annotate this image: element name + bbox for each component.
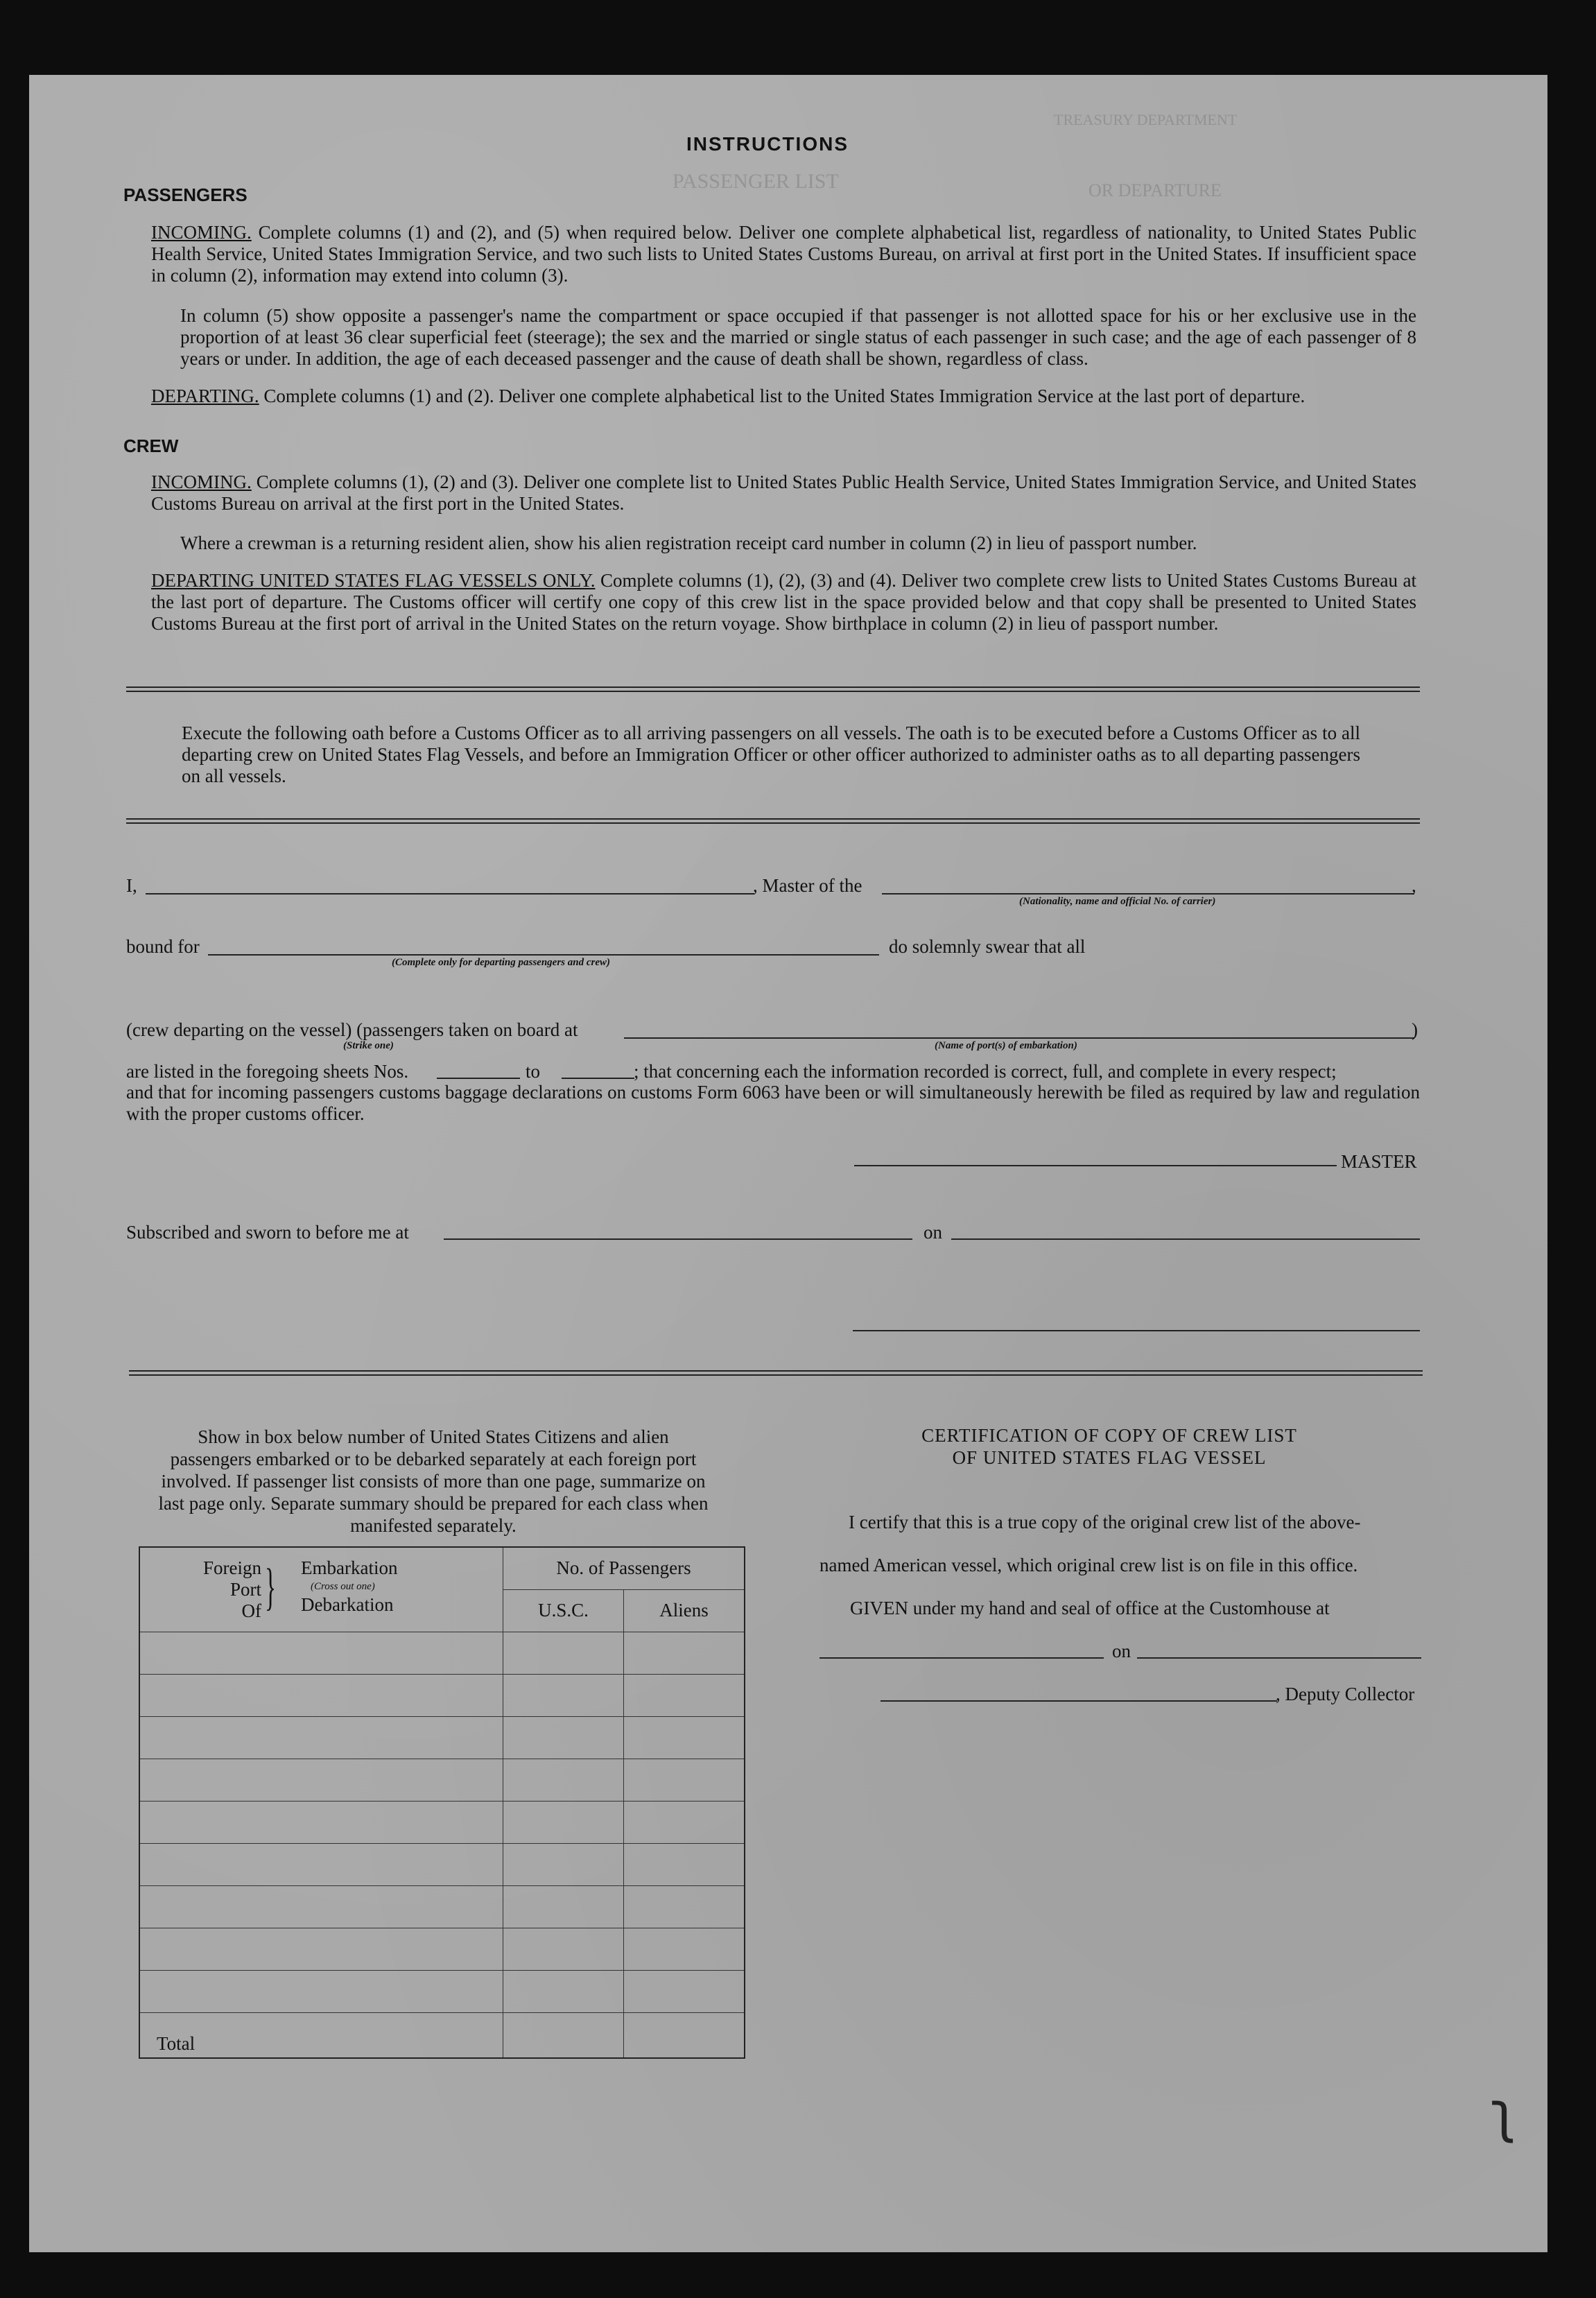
crew-heading: CREW [123, 435, 179, 456]
certification-on-label: on [1112, 1641, 1131, 1661]
bound-for-field[interactable] [208, 954, 879, 956]
passenger-summary-table [139, 1546, 745, 2059]
master-signature-field[interactable] [854, 1165, 1337, 1166]
oath-listed-to: to [526, 1061, 541, 1082]
total-label: Total [139, 2012, 503, 2058]
aliens-header: Aliens [623, 1589, 745, 1632]
handwritten-mark: ʅ [1491, 2080, 1516, 2145]
port-cell[interactable] [139, 1843, 503, 1885]
usc-cell[interactable] [503, 1716, 624, 1759]
crew-departing-paragraph [151, 570, 1416, 634]
oath-listed-2: ; that concerning each the information recorded is correct, full, and complete in every respect; [634, 1061, 1337, 1082]
officer-signature-field[interactable] [853, 1330, 1420, 1331]
usc-cell[interactable] [503, 1632, 624, 1674]
section-divider [126, 818, 1420, 824]
certification-given: GIVEN under my hand and seal of office at the Customhouse at [850, 1598, 1330, 1618]
port-label: Port [229, 1579, 261, 1600]
aliens-cell[interactable] [623, 1674, 745, 1716]
usc-cell[interactable] [503, 1801, 624, 1843]
certification-text-2: named American vessel, which original crew list is on file in this office. [819, 1555, 1358, 1575]
port-cell[interactable] [139, 1801, 503, 1843]
certification-title-line-1: CERTIFICATION OF COPY OF CREW LIST [921, 1425, 1297, 1446]
sheet-from-field[interactable] [437, 1078, 520, 1079]
crew-incoming-text: Complete columns (1), (2) and (3). Deliver one complete list to United States Public Health Service, United States Immigration Service, and United States Customs Bureau on arrival at the first port in the United States. [151, 472, 1417, 514]
passengers-incoming-label: INCOMING. [151, 222, 252, 243]
master-label: MASTER [1341, 1151, 1417, 1172]
ports-caption: (Name of port(s) of embarkation) [935, 1040, 1077, 1051]
no-of-passengers-header: No. of Passengers [503, 1547, 745, 1589]
certification-title [797, 1424, 1421, 1469]
aliens-cell[interactable] [623, 1843, 745, 1885]
bleed-through-text: OR DEPARTURE [1088, 180, 1222, 200]
usc-cell[interactable] [503, 1885, 624, 1928]
aliens-cell[interactable] [623, 1970, 745, 2012]
port-cell[interactable] [139, 1716, 503, 1759]
oath-listed-1: are listed in the foregoing sheets Nos. [126, 1061, 409, 1082]
embarkation-ports-field[interactable] [624, 1037, 1414, 1039]
brace-glyph: } [265, 1559, 276, 1616]
oath-crew-departing: (crew departing on the vessel) (passengers taken on board at [126, 1019, 578, 1040]
certification-date-field[interactable] [1137, 1657, 1421, 1659]
bleed-through-text: PASSENGER LIST [673, 170, 839, 193]
debarkation-label: Debarkation [301, 1594, 394, 1615]
usc-cell[interactable] [503, 1759, 624, 1801]
bleed-through-text: TREASURY DEPARTMENT [1054, 111, 1238, 128]
passengers-departing-label: DEPARTING. [151, 386, 259, 406]
usc-header: U.S.C. [503, 1589, 624, 1632]
aliens-cell[interactable] [623, 1801, 745, 1843]
embarkation-label: Embarkation [301, 1557, 398, 1578]
subscribed-label: Subscribed and sworn to before me at [126, 1222, 409, 1243]
port-cell[interactable] [139, 1632, 503, 1674]
passengers-incoming-text: Complete columns (1) and (2), and (5) when required below. Deliver one complete alphabetical list, regardless of nationality, to United States Public Health Service, United States Immigration Service, and two such lists to United States Customs Bureau, on arrival at first port in the United States. If insufficient space in column (2), information may extend into column (3). [151, 222, 1416, 286]
aliens-total-cell[interactable] [623, 2012, 745, 2058]
summary-instruction: Show in box below number of United States Citizens and alien passengers embarked or to be debarked separately at each foreign port involved. If passenger list consists of more than one page, summarize on last page only. Separate summary should be prepared for each class when manifested separately. [158, 1426, 709, 1536]
of-label: Of [241, 1600, 261, 1621]
cross-out-caption: (Cross out one) [311, 1581, 375, 1592]
oath-master-of: , Master of the [753, 875, 862, 896]
passengers-heading: PASSENGERS [123, 184, 248, 205]
instructions-title: INSTRUCTIONS [686, 133, 849, 155]
sworn-on-label: on [923, 1222, 942, 1243]
crew-departing-label: DEPARTING UNITED STATES FLAG VESSELS ONLY. [151, 570, 596, 591]
usc-cell[interactable] [503, 1843, 624, 1885]
aliens-cell[interactable] [623, 1632, 745, 1674]
customhouse-field[interactable] [819, 1657, 1104, 1659]
oath-bound-for: bound for [126, 936, 200, 957]
port-cell[interactable] [139, 1674, 503, 1716]
aliens-cell[interactable] [623, 1885, 745, 1928]
master-name-field[interactable] [146, 893, 754, 895]
port-header-cell [139, 1547, 503, 1632]
sworn-date-field[interactable] [951, 1238, 1420, 1240]
oath-swear: do solemnly swear that all [889, 936, 1086, 957]
strike-caption: (Strike one) [343, 1040, 394, 1051]
bound-for-caption: (Complete only for departing passengers and crew) [392, 957, 610, 968]
port-cell[interactable] [139, 1759, 503, 1801]
oath-listed-3: and that for incoming passengers customs baggage declarations on customs Form 6063 have been or will simultaneously herewith be filed as required by law and regulation with the proper customs officer. [126, 1082, 1420, 1124]
port-cell[interactable] [139, 1885, 503, 1928]
aliens-cell[interactable] [623, 1716, 745, 1759]
oath-close-paren: ) [1412, 1019, 1418, 1040]
usc-total-cell[interactable] [503, 2012, 624, 2058]
passengers-departing-paragraph [151, 386, 1420, 407]
carrier-caption: (Nationality, name and official No. of carrier) [1019, 896, 1216, 907]
usc-cell[interactable] [503, 1674, 624, 1716]
passengers-incoming-paragraph [151, 222, 1416, 286]
aliens-cell[interactable] [623, 1759, 745, 1801]
passengers-departing-text: Complete columns (1) and (2). Deliver one complete alphabetical list to the United States Immigration Service at the last port of departure. [263, 386, 1306, 406]
deputy-collector-signature-field[interactable] [881, 1700, 1277, 1702]
oath-instruction: Execute the following oath before a Customs Officer as to all arriving passengers on all vessels. The oath is to be executed before a Customs Officer as to all departing crew on United States Flag Vessels, and before an Immigration Officer or other officer authorized to administer oaths as to all departing passengers on all vessels. [182, 723, 1360, 786]
crew-resident-paragraph: Where a crewman is a returning resident alien, show his alien registration receipt card number in column (2) in lieu of passport number. [180, 533, 1197, 553]
aliens-cell[interactable] [623, 1928, 745, 1970]
section-divider [129, 1370, 1423, 1376]
port-cell[interactable] [139, 1928, 503, 1970]
section-divider [126, 686, 1420, 692]
crew-incoming-label: INCOMING. [151, 472, 252, 492]
sworn-place-field[interactable] [444, 1238, 912, 1240]
port-cell[interactable] [139, 1970, 503, 2012]
usc-cell[interactable] [503, 1970, 624, 2012]
crew-incoming-paragraph [151, 472, 1416, 515]
certification-title-line-2: OF UNITED STATES FLAG VESSEL [952, 1447, 1267, 1468]
crew-departing-text: Complete columns (1), (2), (3) and (4). Deliver two complete crew lists to United States Customs Bureau at the last port of departure. The Customs officer will certify one copy of this crew list in the space provided below and that copy shall be presented to United States Customs Bureau at the first port of arrival in the United States on the return voyage. Show birthplace in column (2) in lieu of passport number. [151, 570, 1416, 634]
deputy-collector-label: , Deputy Collector [1276, 1684, 1415, 1704]
certification-text-1: I certify that this is a true copy of the original crew list of the above- [849, 1512, 1361, 1532]
usc-cell[interactable] [503, 1928, 624, 1970]
passengers-column5-paragraph: In column (5) show opposite a passenger's name the compartment or space occupied if that passenger is not allotted space for his or her exclusive use in the proportion of at least 36 clear superficial feet (steerage); the sex and the married or single status of each passenger in such case; and the age of each passenger of 8 years or under. In addition, the age of each deceased passenger and the cause of death shall be shown, regardless of class. [180, 305, 1416, 369]
foreign-label: Foreign [203, 1557, 261, 1578]
oath-i-label: I, [126, 875, 137, 896]
sheet-to-field[interactable] [562, 1078, 634, 1079]
carrier-field[interactable] [882, 893, 1414, 895]
